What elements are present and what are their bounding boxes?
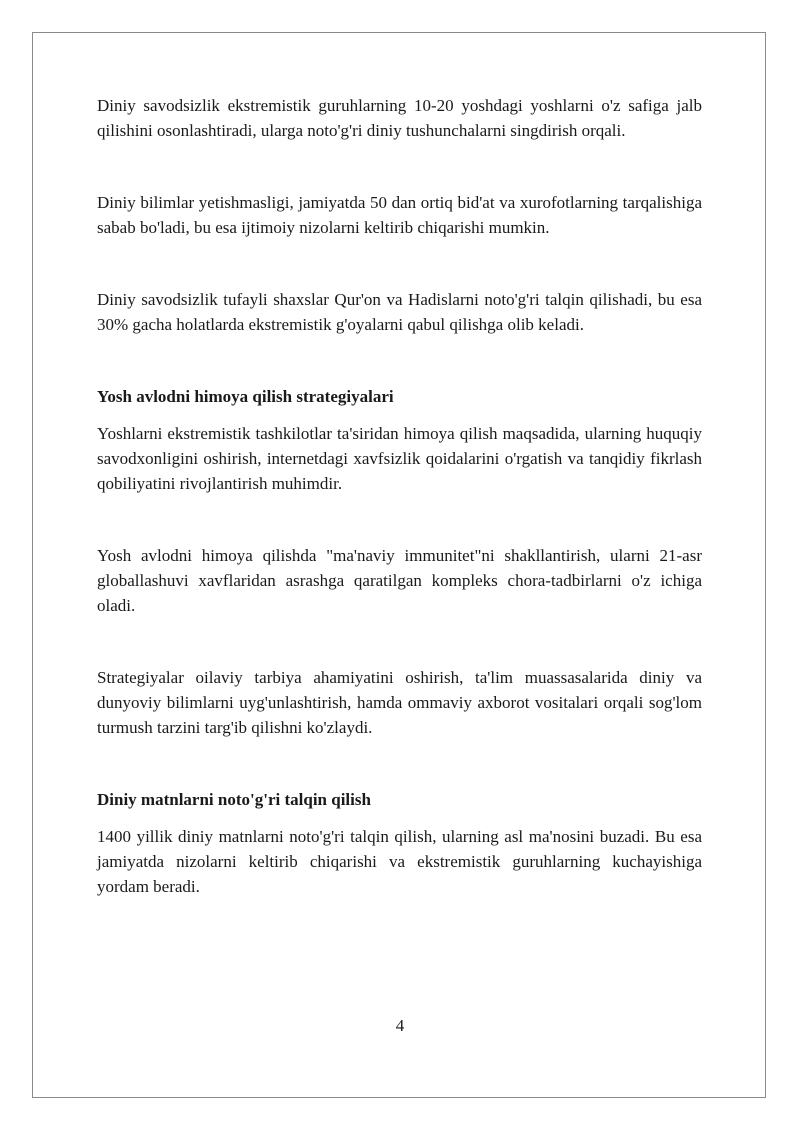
paragraph: Diniy savodsizlik ekstremistik guruhlarning 10-20 yoshdagi yoshlarni o'z safiga jalb qilishini osonlashtiradi, ularga noto'g'ri diniy tushunchalarni singdirish orqali. [97,96,702,140]
paragraph: Diniy bilimlar yetishmasligi, jamiyatda 50 dan ortiq bid'at va xurofotlarning tarqalishiga sabab bo'ladi, bu esa ijtimoiy nizolarni keltirib chiqarishi mumkin. [97,193,702,237]
paragraph: Diniy savodsizlik tufayli shaxslar Qur'on va Hadislarni noto'g'ri talqin qilishadi, bu esa 30% gacha holatlarda ekstremistik g'oyalarni qabul qilishga olib keladi. [97,290,702,334]
section-heading: Yosh avlodni himoya qilish strategiyalari [97,387,394,406]
page-number: 4 [395,1016,405,1035]
document-body [97,93,702,899]
paragraph: Yosh avlodni himoya qilishda "ma'naviy immunitet"ni shakllantirish, ularni 21-asr globallashuvi xavflaridan asrashga qaratilgan kompleks chora-tadbirlarni o'z ichiga oladi. [97,546,702,615]
paragraph: Strategiyalar oilaviy tarbiya ahamiyatini oshirish, ta'lim muassasalarida diniy va dunyoviy bilimlarni uyg'unlashtirish, hamda ommaviy axborot vositalari orqali sog'lom turmush tarzini targ'ib qilishni ko'zlaydi. [97,668,702,737]
paragraph: Yoshlarni ekstremistik tashkilotlar ta'siridan himoya qilish maqsadida, ularning huquqiy savodxonligini oshirish, internetdagi xavfsizlik qoidalarini o'rgatish va tanqidiy fikrlash qobiliyatini rivojlantirish muhimdir. [97,424,702,493]
section-heading: Diniy matnlarni noto'g'ri talqin qilish [97,790,371,809]
paragraph: 1400 yillik diniy matnlarni noto'g'ri talqin qilish, ularning asl ma'nosini buzadi. Bu esa jamiyatda nizolarni keltirib chiqarishi va ekstremistik guruhlarning kuchayishiga yordam beradi. [97,827,702,896]
